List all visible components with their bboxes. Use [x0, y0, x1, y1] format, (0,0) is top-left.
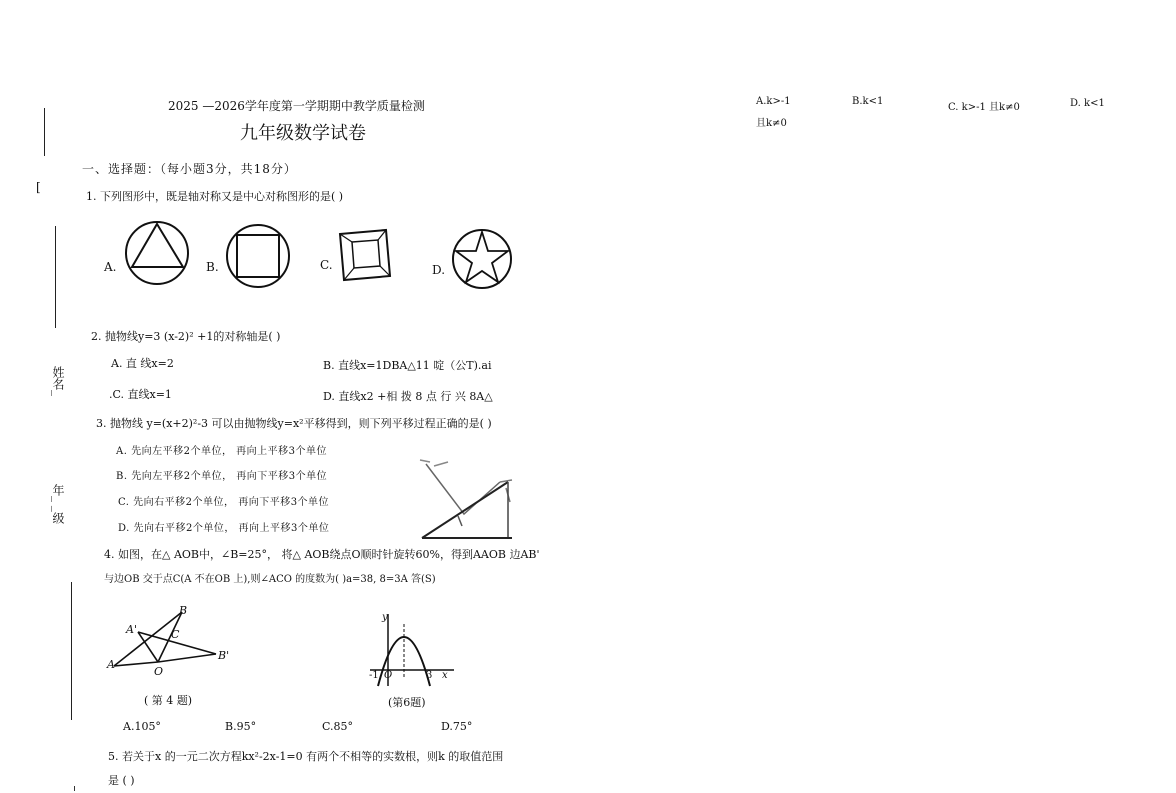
- name-field-label: 姓名_: [51, 366, 65, 396]
- q4-point-c: C: [171, 628, 180, 641]
- q3-faint-figure: [416, 458, 516, 540]
- q5-option-d: D. k<1: [1070, 98, 1105, 109]
- q3-option-d: D. 先向右平移2个单位， 再向上平移3个单位: [118, 523, 330, 534]
- q4-option-a: A.105°: [123, 720, 161, 733]
- q6-axis-x-label: x: [442, 670, 448, 681]
- q6-axis-y-label: y: [382, 612, 388, 623]
- q4-option-d: D.75°: [441, 720, 473, 733]
- q2-stem: 2. 抛物线y=3 (x-2)² +1的对称轴是( ): [91, 330, 281, 343]
- corner-mark: [74, 786, 75, 791]
- q5-stem-line1: 5. 若关于x 的一元二次方程kx²-2x-1=0 有两个不相等的实数根，则k 的取值范围: [108, 750, 504, 763]
- binding-line-middle: [55, 226, 56, 328]
- q2-option-a: A. 直 线x=2: [111, 357, 174, 370]
- q3-option-b: B. 先向左平移2个单位， 再向下平移3个单位: [116, 471, 328, 482]
- grade-field-label: 年_ _级: [51, 484, 65, 524]
- q2-option-b: B. 直线x=1DBA△11 啶（公T).ai: [323, 359, 492, 372]
- q3-option-c: C. 先向右平移2个单位， 再向下平移3个单位: [118, 497, 330, 508]
- q6-figure-caption: (第6题): [388, 696, 426, 709]
- q4-option-c: C.85°: [322, 720, 354, 733]
- q1-option-c-label: C.: [320, 258, 333, 272]
- q6-tick-neg1: -1: [369, 670, 379, 681]
- q4-point-a: A: [107, 658, 115, 671]
- q6-tick-3: 3: [426, 670, 433, 681]
- q1-figure-a-circle-triangle: [124, 222, 190, 288]
- q5-option-b: B.k<1: [852, 96, 884, 107]
- q4-figure: [106, 606, 236, 686]
- exam-title: 九年级数学试卷: [240, 123, 366, 144]
- binding-line-bottom: [71, 582, 72, 720]
- q4-point-a-prime: A': [126, 623, 137, 636]
- binding-line-top: [44, 108, 45, 156]
- q1-option-a-label: A.: [104, 260, 117, 274]
- q4-stem-line1: 4. 如图，在△ AOB中，∠B=25°， 将△ AOB绕点O顺时针旋转60%，得到AAOB 边AB': [104, 548, 540, 561]
- exam-subtitle: 2025 —2026学年度第一学期期中教学质量检测: [168, 99, 425, 113]
- q3-option-a: A. 先向左平移2个单位， 再向上平移3个单位: [116, 446, 327, 457]
- q6-tick-origin: O: [384, 670, 393, 681]
- q4-figure-caption: ( 第 4 题): [144, 694, 193, 707]
- q1-figure-b-circle-square: [226, 224, 292, 290]
- q5-option-d-continued: 且k≠0: [756, 118, 787, 129]
- q1-stem: 1. 下列图形中，既是轴对称又是中心对称图形的是( ): [86, 190, 344, 203]
- q5-stem-line2: 是 ( ): [108, 774, 135, 787]
- q4-point-o: O: [154, 665, 164, 678]
- q5-option-c: C. k>-1 且k≠0: [948, 102, 1020, 113]
- q2-option-c: .C. 直线x=1: [109, 388, 172, 401]
- q1-option-b-label: B.: [206, 260, 219, 274]
- binding-bracket: [: [36, 180, 41, 194]
- q1-option-d-label: D.: [432, 263, 446, 277]
- q1-figure-c-pinwheel-square: [338, 228, 394, 284]
- q4-option-b: B.95°: [225, 720, 257, 733]
- section-heading: 一、选择题：（每小题3分，共18分）: [82, 162, 297, 176]
- q4-stem-line2: 与边OB 交于点C(A 不在OB 上),则∠ACO 的度数为( )a=38, 8=3A 答(S): [104, 574, 436, 585]
- q4-point-b: B: [179, 604, 188, 617]
- q3-stem: 3. 抛物线 y=(x+2)²-3 可以由抛物线y=x²平移得到，则下列平移过程正确的是( ): [96, 417, 492, 430]
- q1-figure-d-circle-star: [451, 228, 513, 290]
- q5-option-a: A.k>-1: [756, 96, 791, 107]
- q4-point-b-prime: B': [218, 649, 230, 662]
- q2-option-d: D. 直线x2 +相 拨 8 点 行 兴 8A△: [323, 390, 493, 403]
